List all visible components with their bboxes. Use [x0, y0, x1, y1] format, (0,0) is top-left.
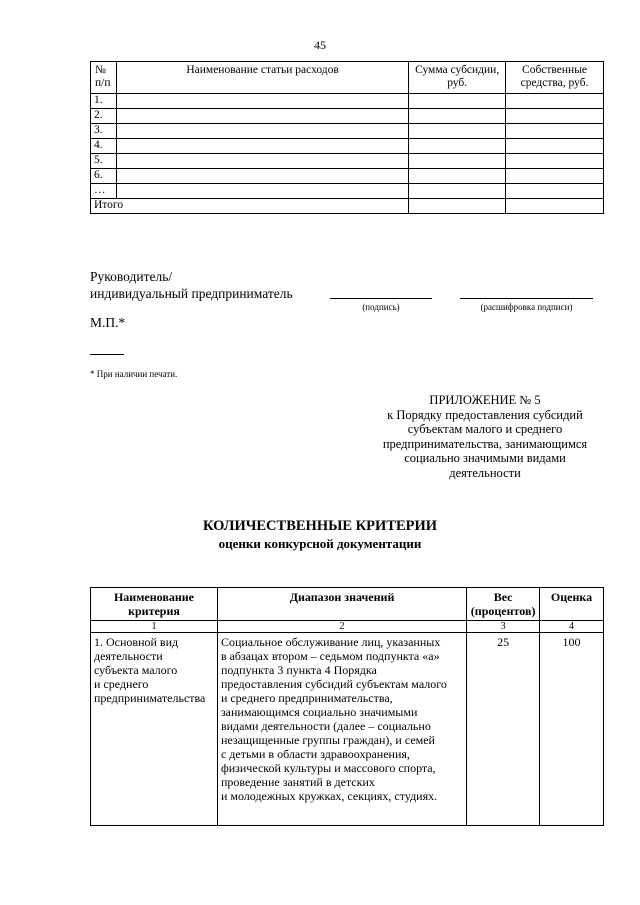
- footnote: * При наличии печати.: [90, 369, 178, 379]
- criterion-score: 100: [540, 633, 604, 826]
- total-row: [91, 199, 604, 214]
- document-heading: [0, 518, 640, 552]
- table-row: [91, 633, 604, 826]
- table-row: [91, 109, 604, 124]
- heading-line1: КОЛИЧЕСТВЕННЫЕ КРИТЕРИИ: [202, 518, 438, 534]
- appendix-block: [340, 393, 630, 480]
- column-number: 3: [467, 621, 540, 633]
- expense-table: [90, 61, 604, 214]
- row-number: …: [91, 184, 117, 199]
- col-criterion-header: Наименование критерия: [91, 588, 218, 621]
- row-number: 4.: [91, 139, 117, 154]
- decode-caption: (расшифровка подписи): [480, 302, 573, 312]
- heading-line2: оценки конкурсной документации: [218, 536, 422, 551]
- column-number-row: [91, 621, 604, 633]
- row-number: 6.: [91, 169, 117, 184]
- col-subsidy-header: Сумма субсидии, руб.: [409, 62, 506, 94]
- row-number: 1.: [91, 94, 117, 109]
- criteria-table: [90, 587, 604, 826]
- col-number-header: № п/п: [91, 62, 117, 94]
- col-item-header: Наименование статьи расходов: [116, 62, 408, 94]
- criteria-table-header: [91, 588, 604, 621]
- row-number: 3.: [91, 124, 117, 139]
- table-row: [91, 154, 604, 169]
- signer-title-line1: Руководитель/: [90, 269, 173, 284]
- appendix-line: предпринимательства, занимающимся: [382, 436, 588, 451]
- signature-caption: (подпись): [362, 302, 400, 312]
- criterion-weight: 25: [467, 633, 540, 826]
- signature-line: [330, 298, 432, 299]
- table-row: [91, 94, 604, 109]
- appendix-line: социально значимыми видами: [404, 451, 566, 465]
- expense-table-header: [91, 62, 604, 94]
- footnote-divider: [90, 354, 124, 355]
- page-number: 45: [314, 38, 326, 52]
- column-number: 1: [91, 621, 218, 633]
- row-number: 5.: [91, 154, 117, 169]
- criterion-name: 1. Основной вид деятельности субъекта малого и среднего предпринимательства: [91, 633, 218, 826]
- appendix-line: субъектам малого и среднего: [407, 422, 563, 436]
- stamp-label: М.П.*: [90, 315, 126, 330]
- criterion-range: Социальное обслуживание лиц, указанных в абзацах втором – седьмом подпункта «а» подпункта 3 пункта 4 Порядка предоставления субсидий субъектам малого и среднего предпринимательства, занимающимся социально значимыми видами деятельности (далее – социально незащищенные группы граждан), и семей с детьми в области здравоохранения, физической культуры и массового спорта, проведение занятий в детских и молодежных кружках, секциях, студиях.: [217, 633, 466, 826]
- signature-decode-line: [460, 298, 593, 299]
- total-label: Итого: [91, 199, 409, 214]
- column-number: 2: [217, 621, 466, 633]
- col-range-header: Диапазон значений: [217, 588, 466, 621]
- column-number: 4: [540, 621, 604, 633]
- signer-title-line2: индивидуальный предприниматель: [90, 286, 293, 301]
- row-number: 2.: [91, 109, 117, 124]
- appendix-line: к Порядку предоставления субсидий: [387, 407, 583, 422]
- table-row: [91, 184, 604, 199]
- col-score-header: Оценка: [540, 588, 604, 621]
- appendix-line: деятельности: [449, 465, 521, 480]
- table-row: [91, 139, 604, 154]
- col-weight-header: Вес (процентов): [467, 588, 540, 621]
- table-row: [91, 124, 604, 139]
- appendix-title: ПРИЛОЖЕНИЕ № 5: [429, 393, 541, 407]
- table-row: [91, 169, 604, 184]
- col-own-funds-header: Собственные средства, руб.: [506, 62, 604, 94]
